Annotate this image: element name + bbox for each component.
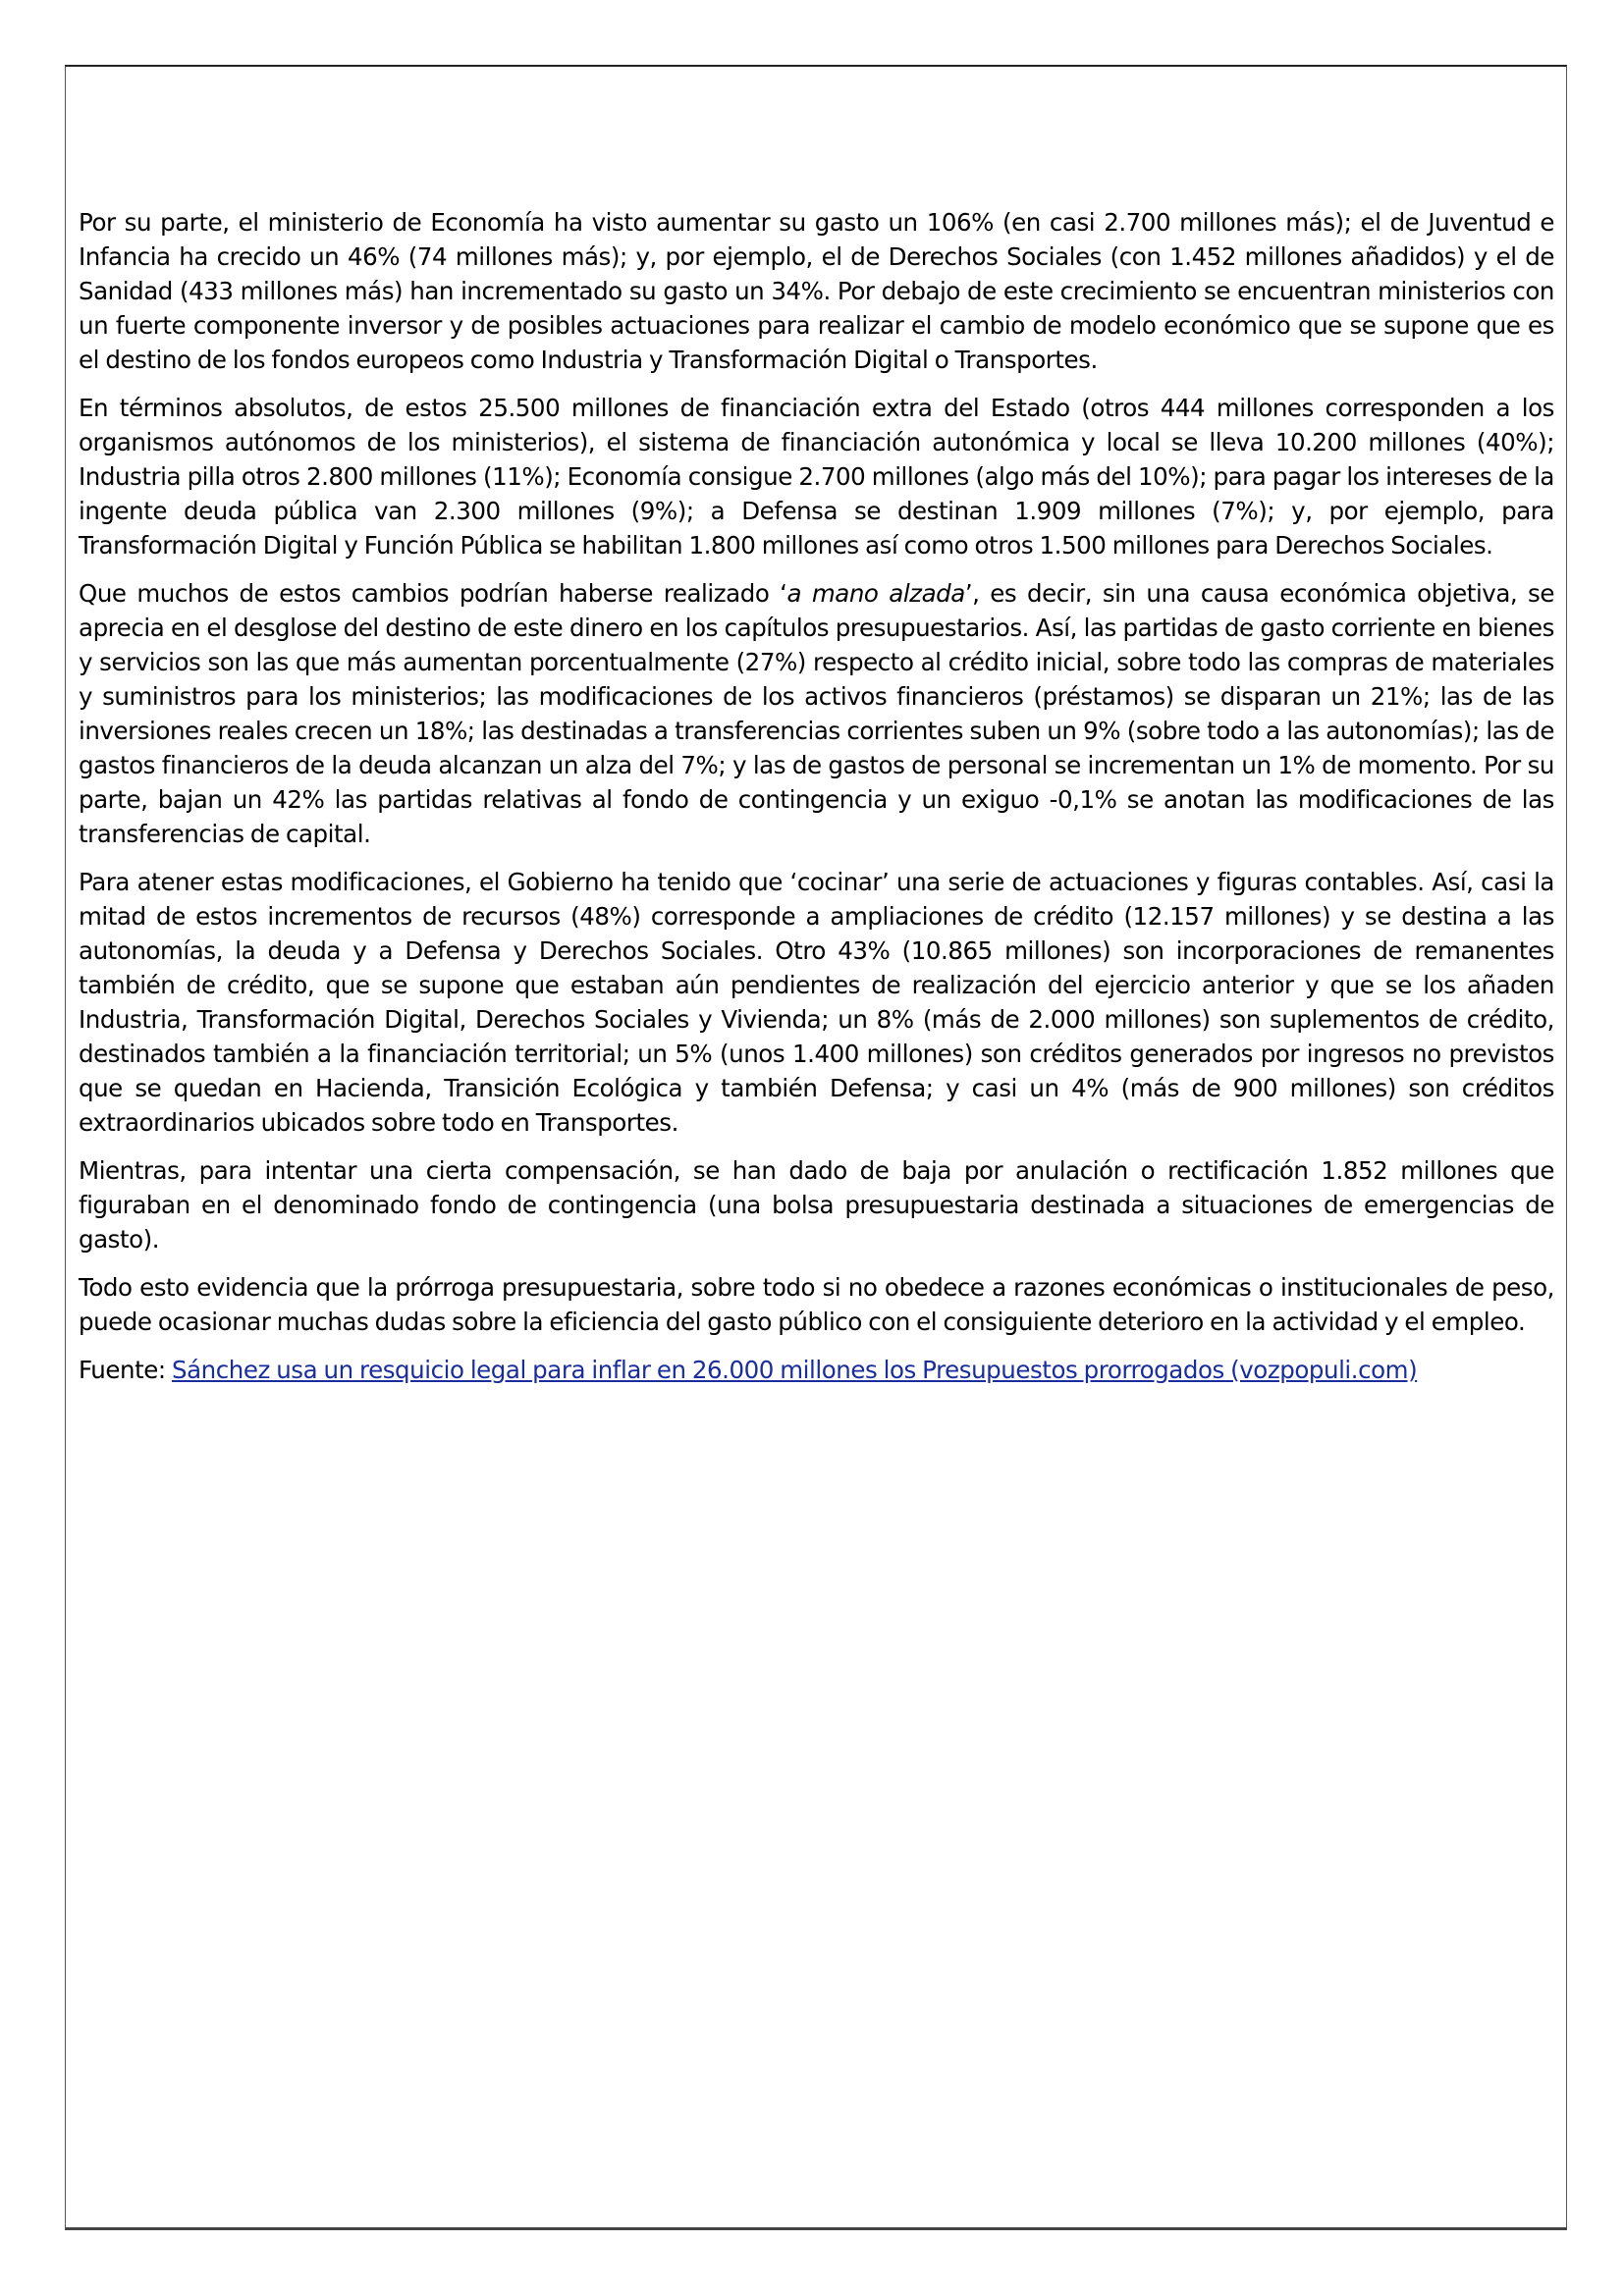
paragraph-budget-chapters	[79, 576, 1554, 851]
paragraph-compensation: Mientras, para intentar una cierta compensación, se han dado de baja por anulación o rectificación 1.852 millones que figuraban en el denominado fondo de contingencia (una bolsa presupuestaria destinada a situaciones de emergencias de gasto).	[79, 1156, 1554, 1254]
article-body	[79, 205, 1554, 1401]
source-link[interactable]: Sánchez usa un resquicio legal para inflar en 26.000 millones los Presupuestos prorrogados (vozpopuli.com)	[172, 1356, 1418, 1384]
paragraph-absolute-terms: En términos absolutos, de estos 25.500 millones de financiación extra del Estado (otros 444 millones corresponden a los organismos autónomos de los ministerios), el sistema de financiación autonómica y local se lleva 10.200 millones (40%); Industria pilla otros 2.800 millones (11%); Economía consigue 2.700 millones (algo más del 10%); para pagar los intereses de la ingente deuda pública van 2.300 millones (9%); a Defensa se destinan 1.909 millones (7%); y, por ejemplo, para Transformación Digital y Función Pública se habilitan 1.800 millones así como otros 1.500 millones para Derechos Sociales.	[79, 394, 1554, 560]
paragraph-budget-chapters-end: ’, es decir, sin una causa económica objetiva, se aprecia en el desglose del destino de este dinero en los capítulos presupuestarios. Así, las partidas de gasto corriente en bienes y servicios son las que más aumentan porcentualmente (27%) respecto al crédito inicial, sobre todo las compras de materiales y suministros para los ministerios; las modificaciones de los activos financieros (préstamos) se disparan un 21%; las de las inversiones reales crecen un 18%; las destinadas a transferencias corrientes suben un 9% (sobre todo a las autonomías); las de gastos financieros de la deuda alcanzan un alza del 7%; y las de gastos de personal se incrementan un 1% de momento. Por su parte, bajan un 42% las partidas relativas al fondo de contingencia y un exiguo -0,1% se anotan las modificaciones de las transferencias de capital.	[79, 579, 1554, 848]
source-label: Fuente:	[79, 1356, 173, 1384]
paragraph-budget-chapters-start: Que muchos de estos cambios podrían haberse realizado ‘	[79, 579, 787, 608]
italic-phrase: a mano alzada	[786, 579, 965, 608]
paragraph-accounting-figures: Para atener estas modificaciones, el Gobierno ha tenido que ‘cocinar’ una serie de actuaciones y figuras contables. Así, casi la mitad de estos incrementos de recursos (48%) corresponde a ampliaciones de crédito (12.157 millones) y se destina a las autonomías, la deuda y a Defensa y Derechos Sociales. Otro 43% (10.865 millones) son incorporaciones de remanentes también de crédito, que se supone que estaban aún pendientes de realización del ejercicio anterior y que se los añaden Industria, Transformación Digital, Derechos Sociales y Vivienda; un 8% (más de 2.000 millones) son suplementos de crédito, destinados también a la financiación territorial; un 5% (unos 1.400 millones) son créditos generados por ingresos no previstos que se quedan en Hacienda, Transición Ecológica y también Defensa; y casi un 4% (más de 900 millones) son créditos extraordinarios ubicados sobre todo en Transportes.	[79, 868, 1554, 1137]
paragraph-conclusion: Todo esto evidencia que la prórroga presupuestaria, sobre todo si no obedece a razones económicas o institucionales de peso, puede ocasionar muchas dudas sobre la eficiencia del gasto público con el consiguiente deterioro en la actividad y el empleo.	[79, 1273, 1554, 1336]
paragraph-ministries-growth: Por su parte, el ministerio de Economía ha visto aumentar su gasto un 106% (en casi 2.700 millones más); el de Juventud e Infancia ha crecido un 46% (74 millones más); y, por ejemplo, el de Derechos Sociales (con 1.452 millones añadidos) y el de Sanidad (433 millones más) han incrementado su gasto un 34%. Por debajo de este crecimiento se encuentran ministerios con un fuerte componente inversor y de posibles actuaciones para realizar el cambio de modelo económico que se supone que es el destino de los fondos europeos como Industria y Transformación Digital o Transportes.	[79, 208, 1554, 374]
source-line	[79, 1353, 1554, 1387]
